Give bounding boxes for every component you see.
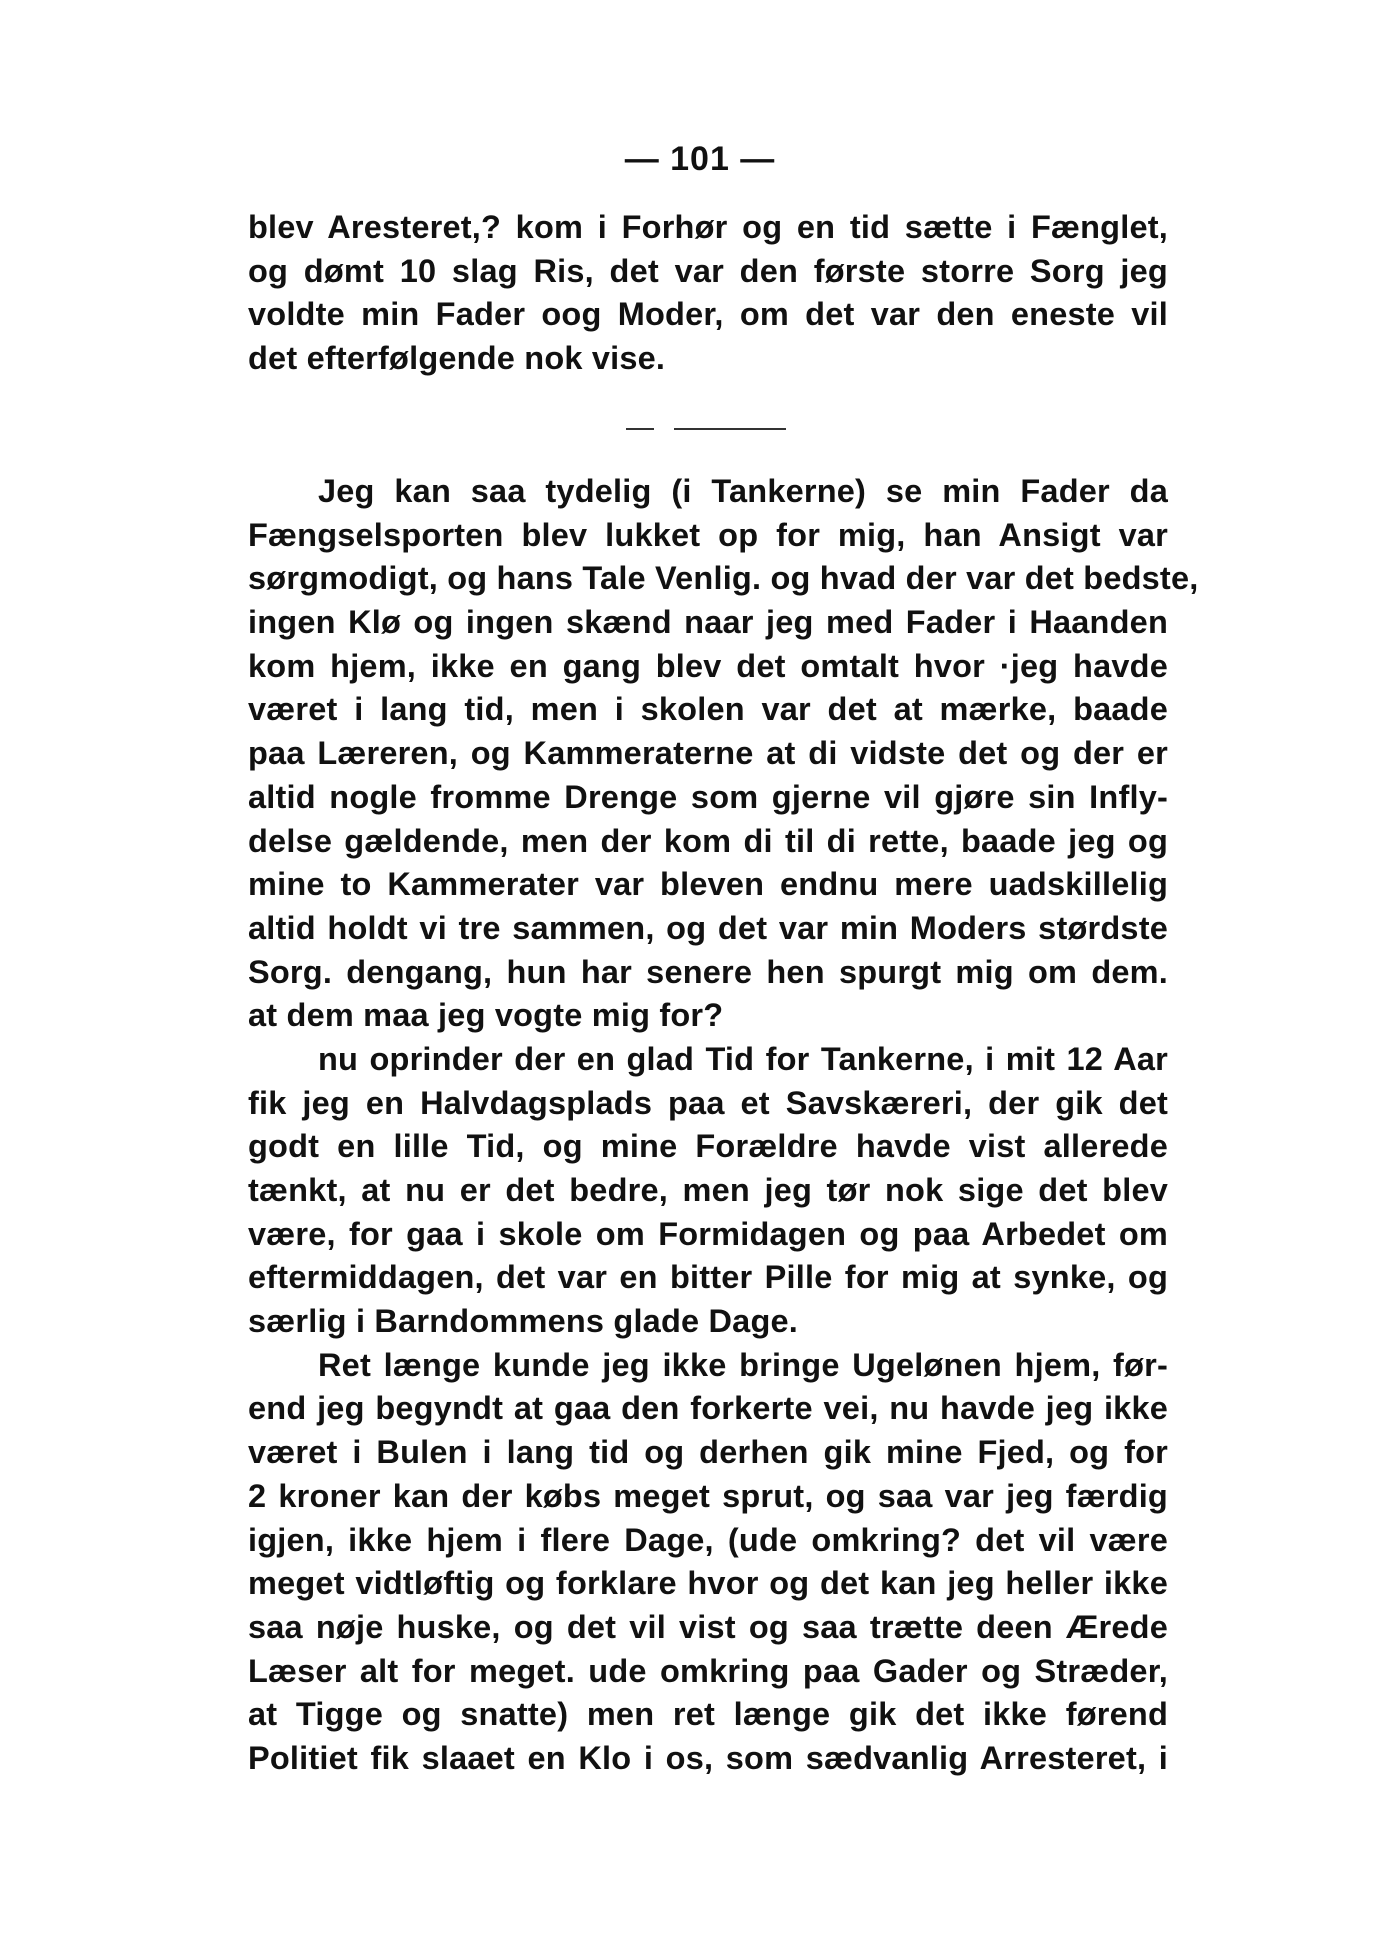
text-line: Jeg kan saa tydelig (i Tankerne) se min Fader da xyxy=(318,473,1168,509)
text-line: særlig i Barndommens glade Dage. xyxy=(248,1303,799,1340)
paragraph-4 xyxy=(248,1344,1168,1781)
separator-dash-long xyxy=(674,428,786,430)
text-line: mine to Kammerater var bleven endnu mere uadskillelig xyxy=(248,866,1168,903)
separator-dash-short xyxy=(626,428,654,430)
text-line: Sorg. dengang, hun har senere hen spurgt mig om dem. xyxy=(248,953,1168,990)
text-line: meget vidtløftig og forklare hvor og det kan jeg heller ikke xyxy=(248,1565,1168,1602)
text-line: Læser alt for meget. ude omkring paa Gader og Stræder, xyxy=(248,1652,1168,1689)
text-line: være, for gaa i skole om Formidagen og paa Arbedet om xyxy=(248,1215,1168,1252)
text-line: end jeg begyndt at gaa den forkerte vei, nu havde jeg ikke xyxy=(248,1390,1168,1427)
text-line: ingen Klø og ingen skænd naar jeg med Fader i Haanden xyxy=(248,604,1168,641)
text-line: at dem maa jeg vogte mig for? xyxy=(248,997,724,1034)
text-line: Fængselsporten blev lukket op for mig, han Ansigt var xyxy=(248,516,1168,553)
text-line: tænkt, at nu er det bedre, men jeg tør nok sige det blev xyxy=(248,1172,1168,1208)
text-line: været i lang tid, men i skolen var det at mærke, baade xyxy=(248,691,1168,728)
text-line: saa nøje huske, og det vil vist og saa trætte deen Ærede xyxy=(248,1608,1168,1645)
paragraph-2 xyxy=(248,470,1199,1038)
body-text xyxy=(248,470,1199,1781)
text-line: eftermiddagen, det var en bitter Pille for mig at synke, og xyxy=(248,1259,1168,1296)
text-line: det efterfølgende nok vise. xyxy=(248,340,666,377)
text-line: delse gældende, men der kom di til di rette, baade jeg og xyxy=(248,822,1168,859)
text-line: godt en lille Tid, og mine Forældre havde vist allerede xyxy=(248,1128,1168,1165)
text-line: altid nogle fromme Drenge som gjerne vil gjøre sin Infly- xyxy=(248,778,1168,815)
text-line: fik jeg en Halvdagsplads paa et Savskæreri, der gik det xyxy=(248,1084,1168,1121)
text-line: været i Bulen i lang tid og derhen gik mine Fjed, og for xyxy=(248,1434,1168,1471)
paragraph-1 xyxy=(248,206,1168,381)
text-line: Politiet fik slaaet en Klo i os, som sædvanlig Arresteret, i xyxy=(248,1739,1168,1776)
text-line: paa Læreren, og Kammeraterne at di vidste det og der er xyxy=(248,735,1168,772)
text-line: sørgmodigt, og hans Tale Venlig. og hvad der var det bedste, xyxy=(248,560,1199,597)
page-number: — 101 — xyxy=(624,140,776,178)
text-line: kom hjem, ikke en gang blev det omtalt hvor ·jeg havde xyxy=(248,647,1168,684)
text-line: at Tigge og snatte) men ret længe gik det ikke førend xyxy=(248,1696,1168,1733)
text-line: blev Aresteret,? kom i Forhør og en tid sætte i Fænglet, xyxy=(248,209,1168,245)
text-line: voldte min Fader oog Moder, om det var den eneste vil xyxy=(248,296,1168,333)
text-line: 2 kroner kan der købs meget sprut, og saa var jeg færdig xyxy=(248,1477,1168,1514)
text-line: nu oprinder der en glad Tid for Tankerne, i mit 12 Aar xyxy=(318,1040,1168,1077)
section-separator xyxy=(626,428,786,430)
text-line: altid holdt vi tre sammen, og det var min Moders størdste xyxy=(248,909,1168,946)
text-line: Ret længe kunde jeg ikke bringe Ugelønen hjem, før- xyxy=(318,1346,1168,1383)
paragraph-3 xyxy=(248,1038,1168,1344)
text-line: og dømt 10 slag Ris, det var den første storre Sorg jeg xyxy=(248,252,1168,289)
text-line: igjen, ikke hjem i flere Dage, (ude omkring? det vil være xyxy=(248,1521,1168,1558)
